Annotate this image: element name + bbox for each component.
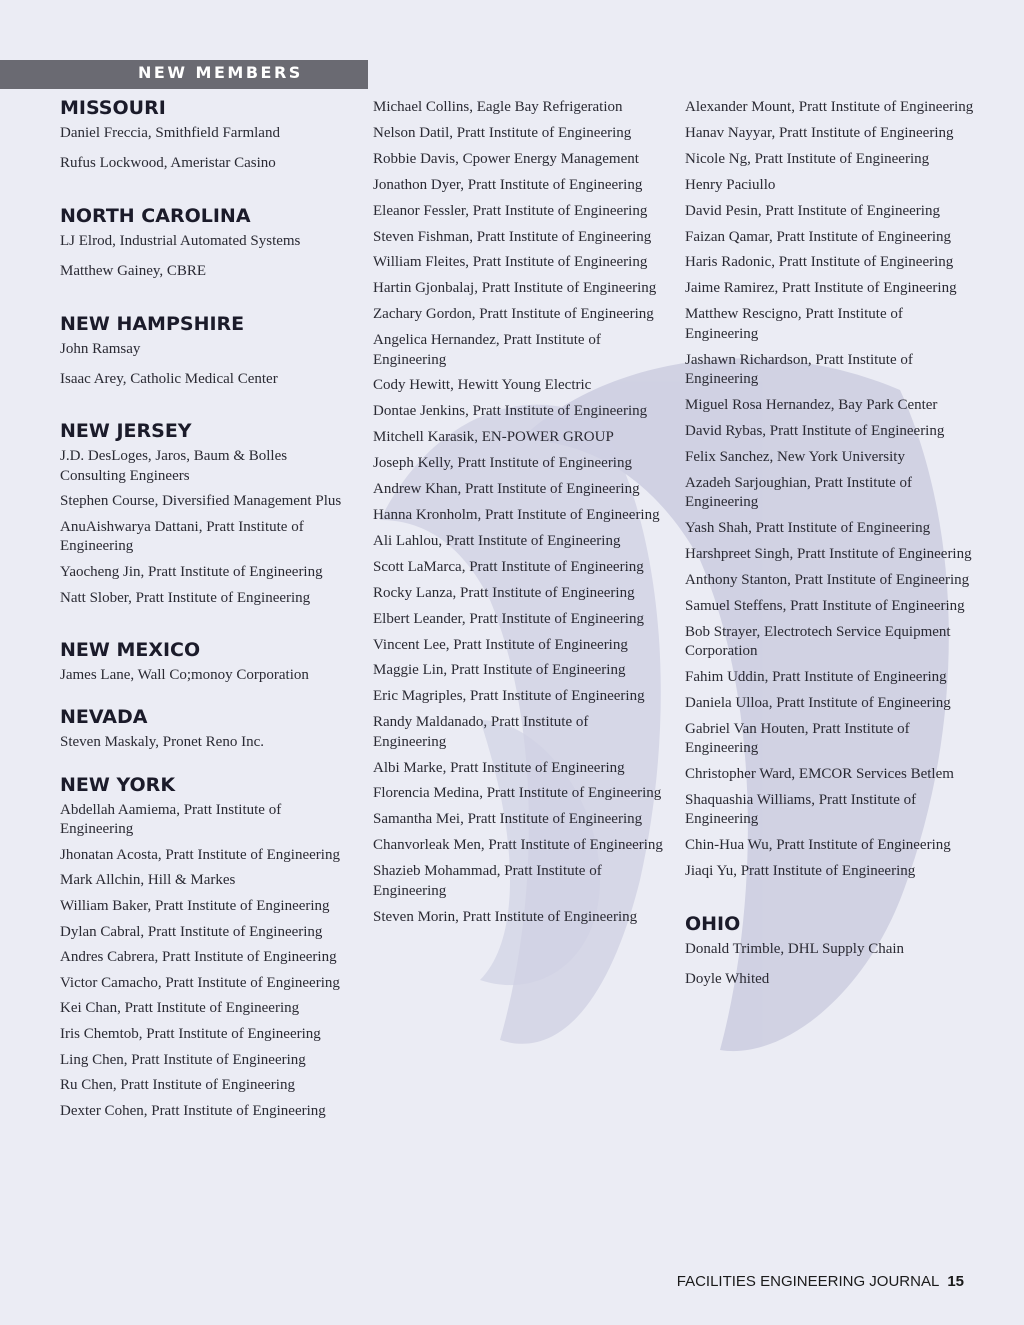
column-2 <box>373 98 665 933</box>
state-heading: NEW HAMPSHIRE <box>60 312 245 335</box>
member-entry: Chanvorleak Men, Pratt Institute of Engineering <box>373 837 663 854</box>
member-entry: Ali Lahlou, Pratt Institute of Engineering <box>373 532 621 549</box>
member-entry: Henry Paciullo <box>685 176 776 193</box>
member-entry: Scott LaMarca, Pratt Institute of Engineering <box>373 558 644 575</box>
member-entry: Daniel Freccia, Smithfield Farmland <box>60 125 280 141</box>
member-entry: Cody Hewitt, Hewitt Young Electric <box>373 377 592 394</box>
member-entry: Shaquashia Williams, Pratt Institute of Engineering <box>685 791 917 828</box>
member-entry: Steven Fishman, Pratt Institute of Engineering <box>373 228 652 245</box>
state-section-nevada <box>60 705 350 752</box>
member-entry: Matthew Gainey, CBRE <box>60 263 207 280</box>
member-entry: Joseph Kelly, Pratt Institute of Engineering <box>373 455 632 472</box>
member-entry: Nicole Ng, Pratt Institute of Engineering <box>685 150 930 167</box>
member-entry: Kei Chan, Pratt Institute of Engineering <box>60 1000 300 1017</box>
member-entry: Eleanor Fessler, Pratt Institute of Engineering <box>373 202 648 219</box>
member-entry: Ru Chen, Pratt Institute of Engineering <box>60 1077 295 1094</box>
section-banner <box>0 60 368 89</box>
member-entry: Eric Magriples, Pratt Institute of Engineering <box>373 688 645 705</box>
new-york-continued-list <box>373 98 665 927</box>
state-section-ohio <box>685 912 975 990</box>
state-section-north-carolina <box>60 204 350 282</box>
member-entry: Haris Radonic, Pratt Institute of Engineering <box>685 254 954 271</box>
member-entry: Jashawn Richardson, Pratt Institute of Engineering <box>685 351 913 387</box>
member-entry: Victor Camacho, Pratt Institute of Engineering <box>60 974 340 991</box>
member-entry: Yash Shah, Pratt Institute of Engineering <box>685 519 931 536</box>
state-heading: NORTH CAROLINA <box>60 204 251 227</box>
member-entry: Gabriel Van Houten, Pratt Institute of Engineering <box>685 720 910 757</box>
member-entry: Christopher Ward, EMCOR Services Betlem <box>685 765 954 782</box>
member-entry: William Fleites, Pratt Institute of Engineering <box>373 254 648 271</box>
member-entry: Hartin Gjonbalaj, Pratt Institute of Engineering <box>373 280 657 297</box>
member-entry: Yaocheng Jin, Pratt Institute of Engineering <box>60 564 323 581</box>
member-entry: Randy Maldanado, Pratt Institute of Engineering <box>373 714 589 750</box>
member-entry: Robbie Davis, Cpower Energy Management <box>373 150 639 167</box>
member-entry: J.D. DesLoges, Jaros, Baum & Bolles Consulting Engineers <box>60 448 288 484</box>
state-section-new-jersey <box>60 419 350 608</box>
member-entry: David Rybas, Pratt Institute of Engineering <box>685 422 945 439</box>
state-heading: NEVADA <box>60 706 148 729</box>
member-entry: Matthew Rescigno, Pratt Institute of Engineering <box>685 306 903 342</box>
member-entry: Andrew Khan, Pratt Institute of Engineering <box>373 481 640 498</box>
member-entry: James Lane, Wall Co;monoy Corporation <box>60 667 309 684</box>
member-entry: Jhonatan Acosta, Pratt Institute of Engineering <box>60 846 340 863</box>
member-entry: Hanav Nayyar, Pratt Institute of Engineering <box>685 124 954 141</box>
member-entry: Florencia Medina, Pratt Institute of Engineering <box>373 785 662 802</box>
member-entry: LJ Elrod, Industrial Automated Systems <box>60 232 301 249</box>
state-section-missouri <box>60 96 350 174</box>
member-entry: Donald Trimble, DHL Supply Chain <box>685 940 905 957</box>
member-entry: Mitchell Karasik, EN-POWER GROUP <box>373 429 614 446</box>
member-entry: Harshpreet Singh, Pratt Institute of Engineering <box>685 545 972 562</box>
member-entry: Iris Chemtob, Pratt Institute of Engineering <box>60 1026 321 1042</box>
state-heading: OHIO <box>685 912 741 935</box>
member-entry: Albi Marke, Pratt Institute of Engineering <box>373 759 625 776</box>
banner-title: NEW MEMBERS <box>138 63 303 82</box>
member-entry: Jiaqi Yu, Pratt Institute of Engineering <box>685 863 916 880</box>
member-entry: Jaime Ramirez, Pratt Institute of Engineering <box>685 280 957 297</box>
journal-name: FACILITIES ENGINEERING JOURNAL <box>676 1273 940 1290</box>
member-entry: Vincent Lee, Pratt Institute of Engineering <box>373 636 628 653</box>
member-entry: Abdellah Aamiema, Pratt Institute of Engineering <box>60 801 282 838</box>
member-entry: Alexander Mount, Pratt Institute of Engineering <box>685 99 974 115</box>
member-entry: Doyle Whited <box>685 970 770 987</box>
member-entry: Bob Strayer, Electrotech Service Equipment Corporation <box>685 623 951 659</box>
member-entry: John Ramsay <box>60 340 141 357</box>
member-entry: Steven Maskaly, Pronet Reno Inc. <box>60 734 264 751</box>
member-entry: Dexter Cohen, Pratt Institute of Engineering <box>60 1102 326 1119</box>
member-entry: Fahim Uddin, Pratt Institute of Engineering <box>685 668 947 685</box>
member-entry: Dylan Cabral, Pratt Institute of Engineering <box>60 923 323 940</box>
state-heading: MISSOURI <box>60 97 166 119</box>
member-entry: David Pesin, Pratt Institute of Engineering <box>685 202 940 219</box>
member-entry: Angelica Hernandez, Pratt Institute of Engineering <box>373 332 601 368</box>
member-entry: Shazieb Mohammad, Pratt Institute of Engineering <box>373 863 602 899</box>
member-entry: Mark Allchin, Hill & Markes <box>60 872 236 889</box>
state-section-new-hampshire <box>60 312 350 390</box>
state-section-new-york <box>60 773 350 1121</box>
member-entry: Felix Sanchez, New York University <box>685 448 905 465</box>
member-entry: Rocky Lanza, Pratt Institute of Engineering <box>373 584 635 601</box>
state-heading: NEW YORK <box>60 773 176 796</box>
member-entry: Anthony Stanton, Pratt Institute of Engineering <box>685 571 970 588</box>
member-entry: Samuel Steffens, Pratt Institute of Engineering <box>685 597 965 614</box>
column-3 <box>685 98 975 1019</box>
member-entry: Samantha Mei, Pratt Institute of Engineering <box>373 811 643 828</box>
member-entry: Stephen Course, Diversified Management Plus <box>60 493 342 510</box>
new-york-continued-list-2 <box>685 98 975 882</box>
member-entry: Hanna Kronholm, Pratt Institute of Engineering <box>373 507 660 523</box>
member-entry: Faizan Qamar, Pratt Institute of Engineering <box>685 228 951 245</box>
member-entry: Miguel Rosa Hernandez, Bay Park Center <box>685 396 938 413</box>
state-section-new-mexico <box>60 638 350 685</box>
member-entry: Dontae Jenkins, Pratt Institute of Engineering <box>373 403 648 420</box>
member-entry: William Baker, Pratt Institute of Engineering <box>60 898 330 915</box>
state-heading: NEW JERSEY <box>60 420 192 443</box>
member-entry: Ling Chen, Pratt Institute of Engineering <box>60 1051 306 1068</box>
member-entry: AnuAishwarya Dattani, Pratt Institute of Engineering <box>60 519 304 555</box>
member-entry: Azadeh Sarjoughian, Pratt Institute of Engineering <box>685 474 913 510</box>
column-1 <box>60 96 350 1151</box>
member-entry: Daniela Ulloa, Pratt Institute of Engineering <box>685 694 951 711</box>
member-entry: Rufus Lockwood, Ameristar Casino <box>60 155 276 172</box>
member-entry: Steven Morin, Pratt Institute of Engineering <box>373 908 638 925</box>
member-entry: Chin-Hua Wu, Pratt Institute of Engineering <box>685 837 951 854</box>
member-entry: Zachary Gordon, Pratt Institute of Engineering <box>373 306 654 323</box>
state-heading: NEW MEXICO <box>60 639 201 662</box>
member-entry: Isaac Arey, Catholic Medical Center <box>60 371 278 388</box>
member-entry: Natt Slober, Pratt Institute of Engineering <box>60 589 311 606</box>
member-entry: Maggie Lin, Pratt Institute of Engineering <box>373 662 626 679</box>
page-footer <box>677 1273 964 1290</box>
member-entry: Michael Collins, Eagle Bay Refrigeration <box>373 99 623 115</box>
member-entry: Elbert Leander, Pratt Institute of Engineering <box>373 610 644 627</box>
page-number: 15 <box>947 1273 964 1290</box>
member-entry: Andres Cabrera, Pratt Institute of Engineering <box>60 949 337 966</box>
member-entry: Nelson Datil, Pratt Institute of Engineering <box>373 124 632 141</box>
member-entry: Jonathon Dyer, Pratt Institute of Engineering <box>373 176 643 193</box>
